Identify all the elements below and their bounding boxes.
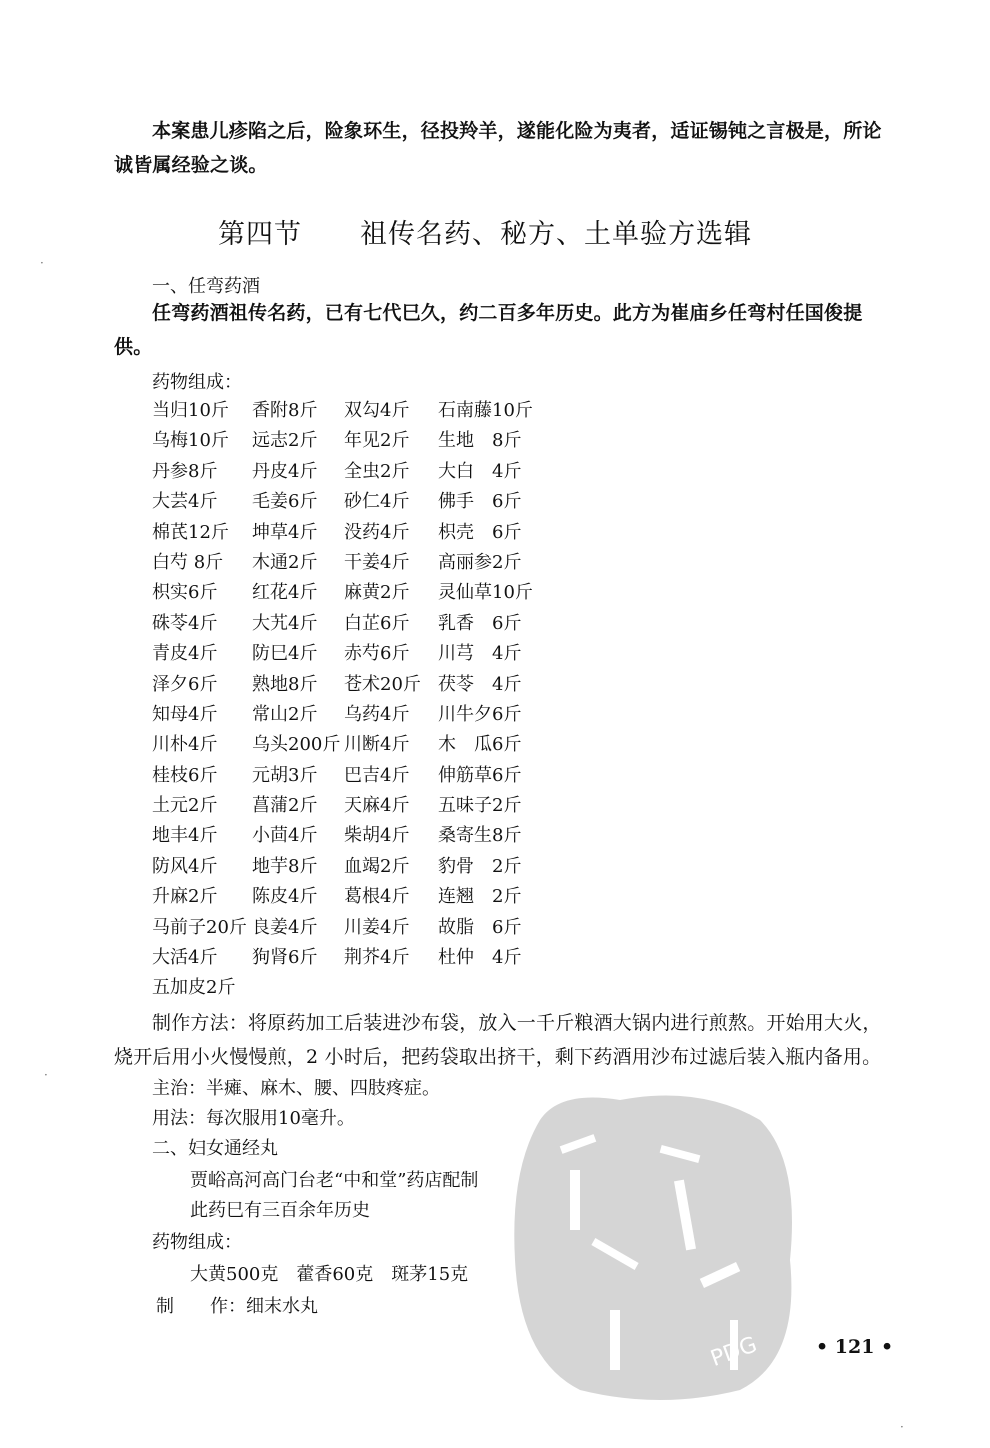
ingredient-cell: 大艽4斤 bbox=[252, 612, 318, 634]
item2-method: 制 作：细末水丸 bbox=[156, 1296, 318, 1317]
ingredient-cell: 桂枝6斤 bbox=[152, 764, 218, 786]
section-heading bbox=[218, 212, 752, 251]
ingredient-cell: 陈皮4斤 bbox=[252, 886, 318, 908]
ingredient-cell: 马前子20斤 bbox=[152, 916, 247, 938]
section-title: 祖传名药、秘方、土单验方选辑 bbox=[360, 219, 752, 250]
item1-composition-label: 药物组成： bbox=[152, 372, 242, 393]
ingredient-cell: 大活4斤 bbox=[152, 947, 218, 969]
ingredient-cell: 毛姜6斤 bbox=[252, 491, 318, 513]
method-line-1: 制作方法：将原药加工后装进沙布袋，放入一千斤粮酒大锅内进行煎熬。开始用大火， bbox=[152, 1012, 882, 1034]
ingredient-cell: 干姜4斤 bbox=[344, 551, 410, 573]
ingredient-cell: 硃苓4斤 bbox=[152, 612, 218, 634]
intro-line-1: 本案患儿疹陷之后，险象环生，径投羚羊，遂能化险为夷者，适证锡钝之言极是，所论 bbox=[152, 120, 882, 142]
ingredient-cell: 枳实6斤 bbox=[152, 582, 218, 604]
ingredient-cell: 乌药4斤 bbox=[344, 703, 410, 725]
ingredient-cell: 生地 8斤 bbox=[438, 430, 522, 452]
ingredient-cell: 伸筋草6斤 bbox=[438, 764, 522, 786]
ingredient-cell: 青皮4斤 bbox=[152, 643, 218, 665]
ingredient-cell: 茯苓 4斤 bbox=[438, 673, 522, 695]
ingredient-cell: 五加皮2斤 bbox=[152, 977, 236, 999]
ingredient-cell: 坤草4斤 bbox=[252, 521, 318, 543]
watermark-text: PDG bbox=[707, 1332, 761, 1372]
ingredient-cell: 五味子2斤 bbox=[438, 795, 522, 817]
ingredient-cell: 桑寄生8斤 bbox=[438, 825, 522, 847]
ingredient-cell: 石南藤10斤 bbox=[438, 400, 533, 421]
ingredient-cell: 知母4斤 bbox=[152, 703, 218, 725]
ingredient-cell: 地芋8斤 bbox=[252, 855, 318, 877]
item1-method bbox=[114, 1006, 926, 1074]
ingredient-cell: 木通2斤 bbox=[252, 551, 318, 573]
ingredient-cell: 大芸4斤 bbox=[152, 491, 218, 513]
ingredient-cell: 豹骨 2斤 bbox=[438, 855, 522, 877]
item1-indication: 主治：半瘫、麻木、腰、四肢疼症。 bbox=[152, 1078, 440, 1099]
ingredient-cell: 砂仁4斤 bbox=[344, 491, 410, 513]
method-line-2: 烧开后用小火慢慢煎，2 小时后，把药袋取出挤干，剩下药酒用沙布过滤后装入瓶内备用。 bbox=[114, 1046, 882, 1068]
ingredient-cell: 柴胡4斤 bbox=[344, 825, 410, 847]
ingredient-cell: 丹皮4斤 bbox=[252, 460, 318, 482]
ingredient-cell: 川朴4斤 bbox=[152, 734, 218, 756]
item1-desc-line-2: 供。 bbox=[114, 336, 153, 358]
ingredient-cell: 麻黄2斤 bbox=[344, 582, 410, 604]
ingredient-cell: 年见2斤 bbox=[344, 430, 410, 452]
ingredient-cell: 当归10斤 bbox=[152, 400, 229, 421]
ingredient-cell: 乌梅10斤 bbox=[152, 430, 229, 452]
item1-description bbox=[114, 296, 926, 364]
ingredient-cell: 菖蒲2斤 bbox=[252, 795, 318, 817]
item2-source: 贾峪高河高门台老“中和堂”药店配制 bbox=[190, 1170, 479, 1191]
ingredient-cell: 苍术20斤 bbox=[344, 673, 421, 695]
ingredient-cell: 熟地8斤 bbox=[252, 673, 318, 695]
ingredient-cell: 狗肾6斤 bbox=[252, 947, 318, 969]
ingredient-cell: 大白 4斤 bbox=[438, 460, 522, 482]
ingredient-cell: 元胡3斤 bbox=[252, 764, 318, 786]
ingredient-cell: 杜仲 4斤 bbox=[438, 947, 522, 969]
item2-heading: 二、妇女通经丸 bbox=[152, 1138, 278, 1159]
ingredient-cell: 巴吉4斤 bbox=[344, 764, 410, 786]
ingredient-cell: 常山2斤 bbox=[252, 703, 318, 725]
ingredient-cell: 天麻4斤 bbox=[344, 795, 410, 817]
ingredient-cell: 枳壳 6斤 bbox=[438, 521, 522, 543]
ingredient-cell: 防风4斤 bbox=[152, 855, 218, 877]
ingredient-cell: 丹参8斤 bbox=[152, 460, 218, 482]
ingredient-cell: 全虫2斤 bbox=[344, 460, 410, 482]
intro-paragraph bbox=[114, 114, 926, 182]
ingredient-cell: 没药4斤 bbox=[344, 521, 410, 543]
ingredient-cell: 小茴4斤 bbox=[252, 825, 318, 847]
ingredient-cell: 佛手 6斤 bbox=[438, 491, 522, 513]
section-number: 第四节 bbox=[218, 219, 302, 250]
ingredient-cell: 荆芥4斤 bbox=[344, 947, 410, 969]
ingredient-cell: 良姜4斤 bbox=[252, 916, 318, 938]
item2-history: 此药巳有三百余年历史 bbox=[190, 1200, 370, 1221]
ingredient-cell: 白芍 8斤 bbox=[152, 551, 224, 573]
ingredient-cell: 香附8斤 bbox=[252, 400, 318, 421]
ingredient-cell: 白芷6斤 bbox=[344, 612, 410, 634]
ingredient-cell: 川姜4斤 bbox=[344, 916, 410, 938]
ingredient-cell: 葛根4斤 bbox=[344, 886, 410, 908]
scan-speck: · bbox=[44, 1068, 48, 1082]
ingredient-cell: 川芎 4斤 bbox=[438, 643, 522, 665]
ingredient-cell: 乌头200斤 bbox=[252, 734, 341, 756]
item2-composition-label: 药物组成： bbox=[152, 1232, 242, 1253]
ingredient-cell: 高丽参2斤 bbox=[438, 551, 522, 573]
ingredient-cell: 红花4斤 bbox=[252, 582, 318, 604]
scan-speck: · bbox=[40, 256, 44, 270]
item1-usage: 用法：每次服用10毫升。 bbox=[152, 1108, 355, 1129]
ingredient-cell: 远志2斤 bbox=[252, 430, 318, 452]
ingredient-cell: 故脂 6斤 bbox=[438, 916, 522, 938]
ingredient-cell: 升麻2斤 bbox=[152, 886, 218, 908]
ingredient-cell: 灵仙草10斤 bbox=[438, 582, 533, 604]
ingredient-cell: 赤芍6斤 bbox=[344, 643, 410, 665]
ingredient-cell: 血竭2斤 bbox=[344, 855, 410, 877]
item1-heading: 一、任弯药酒 bbox=[152, 276, 260, 297]
ingredient-cell: 川牛夕6斤 bbox=[438, 703, 522, 725]
intro-line-2: 诚皆属经验之谈。 bbox=[114, 154, 268, 176]
item1-desc-line-1: 任弯药酒祖传名药，已有七代巳久，约二百多年历史。此方为崔庙乡任弯村任国俊提 bbox=[152, 302, 863, 324]
ingredient-cell: 双勾4斤 bbox=[344, 400, 410, 421]
ingredient-cell: 川断4斤 bbox=[344, 734, 410, 756]
ingredient-cell: 棉芪12斤 bbox=[152, 521, 229, 543]
ingredient-cell: 木 瓜6斤 bbox=[438, 734, 522, 756]
ingredient-cell: 防巳4斤 bbox=[252, 643, 318, 665]
ingredient-cell: 泽夕6斤 bbox=[152, 673, 218, 695]
page-number: • 121 • bbox=[816, 1336, 894, 1358]
item2-ingredients: 大黄500克 藿香60克 斑茅15克 bbox=[190, 1264, 469, 1285]
ingredient-cell: 乳香 6斤 bbox=[438, 612, 522, 634]
ingredient-cell: 连翘 2斤 bbox=[438, 886, 522, 908]
ingredient-cell: 土元2斤 bbox=[152, 795, 218, 817]
library-stamp-watermark bbox=[500, 1080, 810, 1410]
ingredient-cell: 地丰4斤 bbox=[152, 825, 218, 847]
scan-speck: · bbox=[900, 1420, 904, 1434]
